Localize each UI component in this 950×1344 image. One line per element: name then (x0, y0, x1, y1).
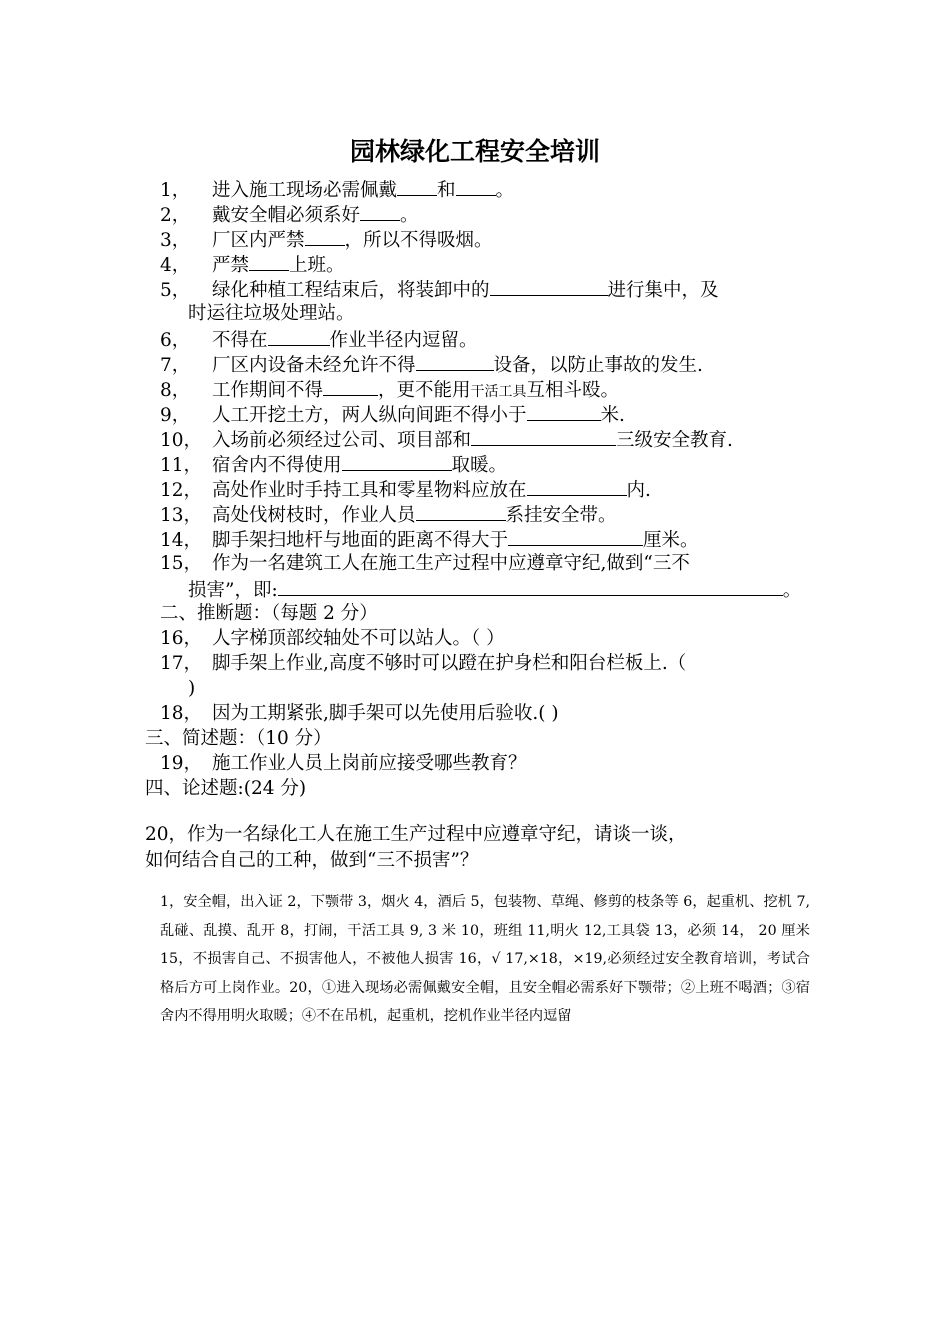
question-1: 1， 进入施工现场必需佩戴 和 。 (160, 176, 514, 203)
section-essay-heading: 四、论述题:(24 分) (145, 778, 307, 799)
blank (305, 226, 345, 246)
blank (278, 576, 783, 596)
page-title: 园林绿化工程安全培训 (349, 137, 600, 166)
question-16: 16， 人字梯顶部绞轴处不可以站人。（ ） (160, 628, 505, 649)
question-15-continuation: 损害”，即: 。 (188, 576, 801, 603)
blank (249, 251, 289, 271)
section-short-answer-heading: 三、简述题：（10 分） (145, 728, 332, 749)
blank (527, 401, 601, 421)
blank (416, 351, 494, 371)
question-3: 3， 厂区内严禁 ，所以不得吸烟。 (160, 226, 493, 253)
question-2: 2， 戴安全帽必须系好 。 (160, 201, 419, 228)
question-20: 20，作为一名绿化工人在施工生产过程中应遵章守纪，请谈一谈， (145, 824, 687, 845)
blank (342, 451, 452, 471)
question-11: 11， 宿舍内不得使用 取暖。 (160, 451, 507, 478)
question-17: 17， 脚手架上作业,高度不够时可以蹬在护身栏和阳台栏板上.（ (160, 653, 687, 674)
question-10: 10， 入场前必须经过公司、项目部和 三级安全教育. (160, 426, 733, 453)
question-5: 5， 绿化种植工程结束后，将装卸中的 进行集中，及 (160, 276, 719, 303)
question-17-continuation: ) (188, 678, 196, 699)
blank (268, 326, 330, 346)
blank (397, 176, 437, 196)
blank (527, 476, 627, 496)
question-4: 4， 严禁 上班。 (160, 251, 345, 278)
question-6: 6， 不得在 作业半径内逗留。 (160, 326, 478, 353)
blank (471, 426, 616, 446)
blank (416, 501, 506, 521)
blank (508, 526, 643, 546)
question-19: 19， 施工作业人员上岗前应接受哪些教育？ (160, 753, 527, 774)
question-5-continuation: 时运往垃圾处理站。 (188, 303, 355, 324)
section-judgement-heading: 二、推断题：（每题 2 分） (160, 603, 378, 624)
blank (490, 276, 608, 296)
question-7: 7， 厂区内设备未经允许不得 设备，以防止事故的发生. (160, 351, 703, 378)
question-13: 13， 高处伐树枝时，作业人员 系挂安全带。 (160, 501, 617, 528)
question-12: 12， 高处作业时手持工具和零星物料应放在 内. (160, 476, 651, 503)
blank (456, 176, 496, 196)
blank (360, 201, 400, 221)
blank (323, 376, 378, 396)
question-14: 14， 脚手架扫地杆与地面的距离不得大于 厘米。 (160, 526, 699, 553)
question-8: 8， 工作期间不得 ，更不能用干活工具互相斗殴。 (160, 376, 619, 405)
question-15: 15， 作为一名建筑工人在施工生产过程中应遵章守纪,做到“三不 (160, 553, 690, 574)
question-9: 9， 人工开挖土方，两人纵向间距不得小于 米. (160, 401, 625, 428)
question-number: 1， (160, 180, 191, 201)
question-18: 18， 因为工期紧张,脚手架可以先使用后验收.( ) (160, 703, 559, 724)
question-20-continuation: 如何结合自己的工种，做到“三不损害”？ (145, 850, 479, 871)
answer-key: 1，安全帽，出入证 2，下颚带 3，烟火 4，酒后 5，包装物、草绳、修剪的枝条等 6，起重机、挖机 7,乱碰、乱摸、乱开 8，打闹，干活工具 9, 3 米 10，班组 11,明火 12,工具袋 13，必须 14， 20 厘米 15，不损害自己、不损害他人，不被他人损害 16，√ 17,×18，×19,必须经过安全教育培训，考试合格后方可上岗作业。20，①进入现场必需佩戴安全帽，且安全帽必需系好下颚带；②上班不喝酒；③宿舍内不得用明火取暖；④不在吊机，起重机，挖机作业半径内逗留 (160, 894, 810, 1024)
